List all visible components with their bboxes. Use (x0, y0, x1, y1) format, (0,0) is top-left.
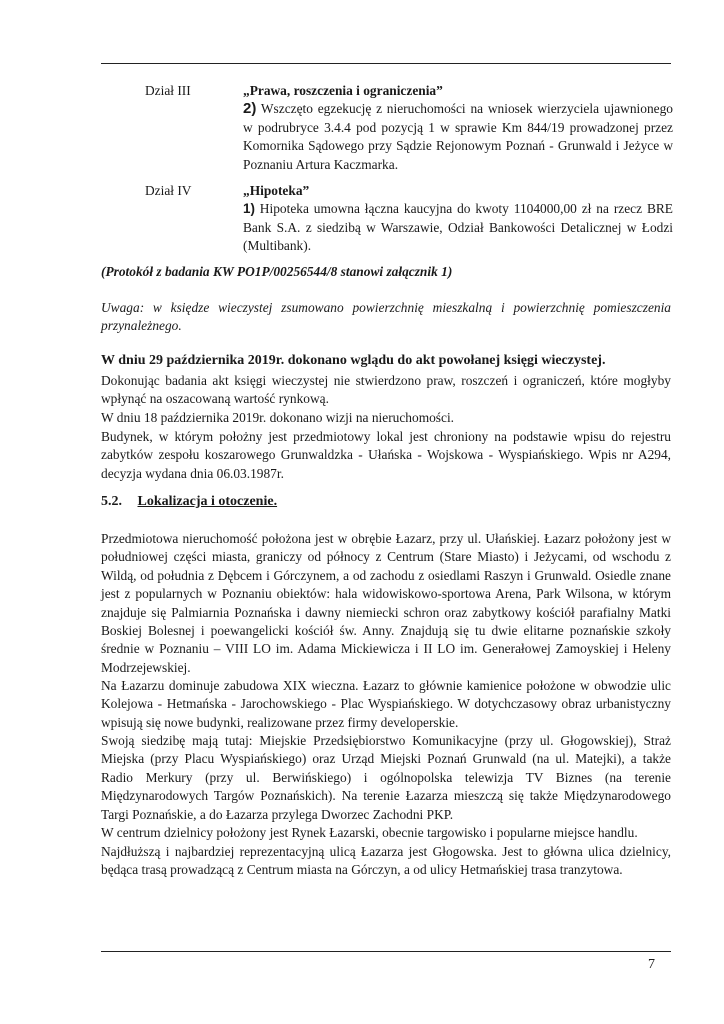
dzial-iii-number: 2) (243, 100, 257, 118)
section-heading (101, 494, 277, 510)
dzial-iii-label: Dział III (145, 83, 191, 98)
lokalizacja-paragraph-2: Na Łazarzu dominuje zabudowa XIX wieczna. Łazarz to głównie kamienice położone w obwodzie ulic Kolejowa - Hetmańska - Jarochowskiego - Plac Wyspiańskiego. W dotychczasowy obraz urbanistyczny wpisują się nowe budynki, realizowane przez firmy developerskie. (101, 678, 671, 730)
page-number: 7 (648, 957, 655, 972)
dzial-iv-number: 1) (243, 201, 255, 217)
dzial-iv-entry (243, 200, 673, 255)
lokalizacja-paragraph-4: W centrum dzielnicy położony jest Rynek Łazarski, obecnie targowisko i popularne miejsce handlu. (101, 825, 638, 840)
dzial-iii-title: „Prawa, roszczenia i ograniczenia” (243, 83, 443, 98)
wglad-paragraph-3: Budynek, w którym położny jest przedmiotowy lokal jest chroniony na podstawie wpisu do rejestru zabytków zespołu koszarowego Grunwaldzka - Ułańska - Wojskowa - Wyspiańskiego. Wpis nr A294, decyzja wydana dnia 06.03.1987r. (101, 429, 671, 481)
uwaga-note: Uwaga: w księdze wieczystej zsumowano powierzchnię mieszkalną i powierzchnię pomieszczenia przynależnego. (101, 300, 671, 334)
dzial-iii-text: Wszczęto egzekucję z nieruchomości na wniosek wierzyciela ujawnionego w podrubryce 3.4.4 pod pozycją 1 w sprawie Km 844/19 prowadzonej przez Komornika Sądowego przy Sądzie Rejonowym Poznań - Grunwald i Jeżyce w Poznaniu Artura Kaczmarka. (243, 101, 673, 172)
lokalizacja-paragraph-1: Przedmiotowa nieruchomość położona jest w obrębie Łazarz, przy ul. Ułańskiej. Łazarz położony jest w południowej części miasta, graniczy od północy z Centrum (Stare Miasto) i Jeżycami, od wschodu z Wildą, od południa z Dębcem i Górczynem, a od zachodu z osiedlami Raszyn i Grunwald. Osiedle znane jest z popularnych w Poznaniu obiektów: hala widowiskowo-sportowa Arena, Park Wilsona, w którym znajduje się Palmiarnia Poznańska i dawny niemiecki schron oraz zabytkowy kościół parafialny Matki Boskiej Bolesnej i poewangelicki kościół św. Anny. Znajdują się tu dwie elitarne poznańskie szkoły średnie w Poznaniu – VIII LO im. Adama Mickiewicza i II LO im. Generałowej Zamoyskiej i Heleny Modrzejewskiej. (101, 531, 671, 675)
header-rule (101, 63, 671, 64)
dzial-iii-entry (243, 100, 673, 174)
wglad-paragraph-2: W dniu 18 października 2019r. dokonano wizji na nieruchomości. (101, 410, 455, 425)
dzial-iii-content (243, 82, 673, 174)
lokalizacja-paragraph-5: Najdłuższą i najbardziej reprezentacyjną ulicą Łazarza jest Głogowska. Jest to główna ulica dzielnicy, będąca trasą prowadzącą z Centrum miasta na Górczyn, a od ulicy Hetmańskiej trasa tranzytowa. (101, 844, 671, 878)
dzial-iv-title: „Hipoteka” (243, 183, 310, 198)
footer-rule (101, 951, 671, 952)
dzial-iv-text: Hipoteka umowna łączna kaucyjna do kwoty 1104000,00 zł na rzecz BRE Bank S.A. z siedzibą w Warszawie, Odział Bankowości Detalicznej w Łodzi (Multibank). (243, 201, 673, 254)
lokalizacja-paragraph-3: Swoją siedzibę mają tutaj: Miejskie Przedsiębiorstwo Komunikacyjne (przy ul. Głogowskiej), Straż Miejska (przy Placu Wyspiańskiego) oraz Urząd Miejski Poznań Grunwald (na ul. Matejki), a także Radio Merkury (przy ul. Berwińskiego) i ogólnopolska telewizja TV Biznes (na terenie Międzynarodowych Targów Poznańskich). Na terenie Łazarza mieszczą się także Międzynarodowego Targi Poznańskie, a do Łazarza przylega Dworzec Zachodni PKP. (101, 733, 671, 822)
dzial-iv-content (243, 182, 673, 256)
section-number: 5.2. (101, 494, 122, 509)
section-title: Lokalizacja i otoczenie. (137, 494, 278, 509)
wglad-paragraph-1: Dokonując badania akt księgi wieczystej nie stwierdzono praw, roszczeń i ograniczeń, które mogłyby wpłynąć na oszacowaną wartość rynkową. (101, 373, 671, 407)
protokol-note: (Protokół z badania KW PO1P/00256544/8 stanowi załącznik 1) (101, 264, 453, 279)
wglad-heading: W dniu 29 października 2019r. dokonano wglądu do akt powołanej księgi wieczystej. (101, 353, 606, 368)
dzial-iv-label: Dział IV (145, 183, 192, 198)
